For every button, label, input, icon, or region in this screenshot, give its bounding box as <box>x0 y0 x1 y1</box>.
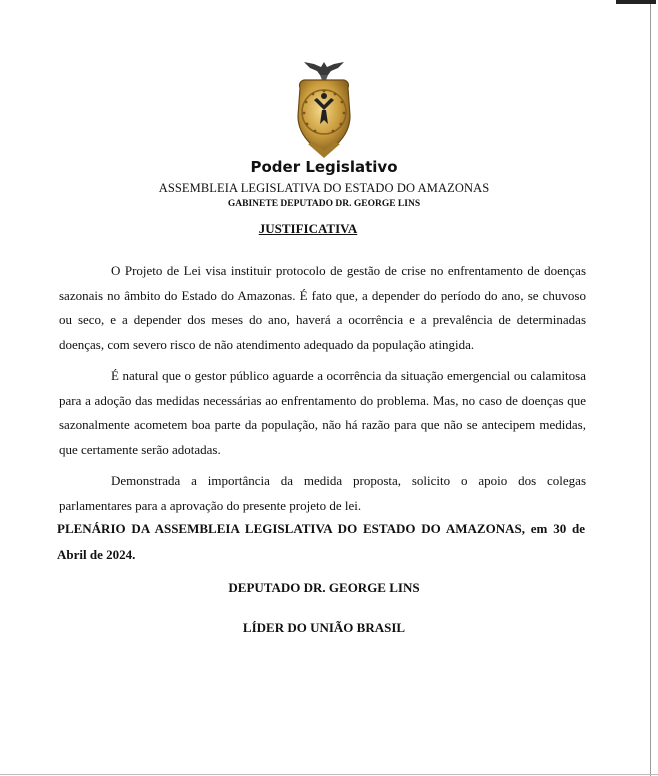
section-title: JUSTIFICATIVA <box>258 221 358 236</box>
header-title: Poder Legislativo <box>250 158 398 176</box>
paragraph: Demonstrada a importância da medida proposta, solicito o apoio dos colegas parlamentares para a aprovação do presente projeto de lei. <box>59 473 586 513</box>
closing-statement: PLENÁRIO DA ASSEMBLEIA LEGISLATIVA DO ESTADO DO AMAZONAS, em 30 de Abril de 2024. <box>57 521 585 562</box>
paragraph: É natural que o gestor público aguarde a ocorrência da situação emergencial ou calamitosa para a adoção das medidas necessárias ao enfrentamento do problema. Mas, no caso de doenças que sazonalmente acometem boa parte da população, não há razão para que não se antecipem medidas, que certamente serão adotadas. <box>59 368 586 457</box>
corner-tab <box>616 0 656 4</box>
header-office: GABINETE DEPUTADO DR. GEORGE LINS <box>227 199 421 209</box>
header-assembly: ASSEMBLEIA LEGISLATIVA DO ESTADO DO AMAZONAS <box>158 181 490 195</box>
body-text <box>59 259 586 518</box>
coat-of-arms-seal-icon <box>284 58 364 162</box>
signer-name: DEPUTADO DR. GEORGE LINS <box>228 580 420 595</box>
page-edge-right <box>650 0 651 776</box>
page-edge-bottom <box>0 774 658 775</box>
paragraph: O Projeto de Lei visa instituir protocolo de gestão de crise no enfrentamento de doenças sazonais no âmbito do Estado do Amazonas. É fato que, a depender do período do ano, se chuvoso ou seco, e a depender dos meses do ano, haverá a ocorrência e a prevalência de determinadas doenças, com severo risco de não atendimento adequado da população atingida. <box>59 263 586 352</box>
signer-role: LÍDER DO UNIÃO BRASIL <box>242 620 406 635</box>
